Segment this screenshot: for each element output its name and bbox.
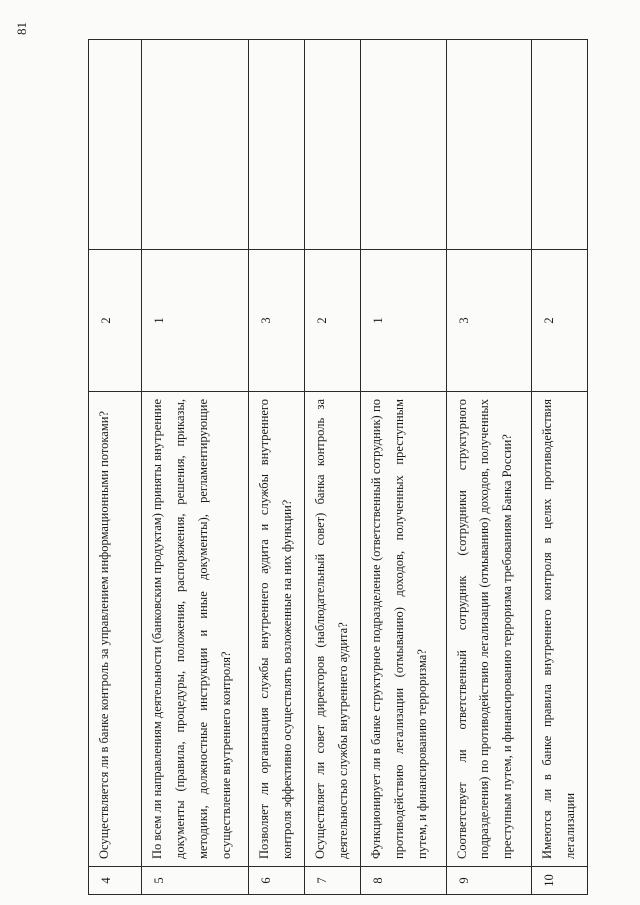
assessment-table [88, 39, 588, 895]
row-number: 5 [142, 867, 249, 895]
row-score: 2 [89, 250, 142, 392]
page-number: 81 [14, 22, 29, 35]
table-row [531, 40, 587, 895]
row-empty-cell [89, 40, 142, 250]
row-score: 2 [305, 250, 361, 392]
table-row [89, 40, 142, 895]
row-question: Позволяет ли организация службы внутреннего аудита и службы внутреннего контроля эффективно осуществлять возложенные на них функции? [249, 392, 305, 867]
table-row [361, 40, 446, 895]
row-empty-cell [249, 40, 305, 250]
table-row [305, 40, 361, 895]
row-number: 8 [361, 867, 446, 895]
row-score: 1 [142, 250, 249, 392]
row-question: Осуществляет ли совет директоров (наблюдательный совет) банка контроль за деятельностью службы внутреннего аудита? [305, 392, 361, 867]
row-empty-cell [305, 40, 361, 250]
row-number: 6 [249, 867, 305, 895]
row-number: 10 [531, 867, 587, 895]
row-score: 1 [361, 250, 446, 392]
row-question: Имеются ли в банке правила внутреннего контроля в целях противодействия легализации [531, 392, 587, 867]
row-number: 9 [446, 867, 531, 895]
table-row [249, 40, 305, 895]
row-question: По всем ли направлениям деятельности (банковским продуктам) приняты внутренние документы (правила, процедуры, положения, распоряжения, решения, приказы, методики, должностные инструкции и иные документы), регламентирующие осуществление внутреннего контроля? [142, 392, 249, 867]
row-number: 7 [305, 867, 361, 895]
row-empty-cell [142, 40, 249, 250]
table-row [446, 40, 531, 895]
row-empty-cell [446, 40, 531, 250]
row-question: Функционирует ли в банке структурное подразделение (ответственный сотрудник) по противодействию легализации (отмыванию) доходов, полученных преступным путем, и финансированию терроризма? [361, 392, 446, 867]
row-question: Осуществляется ли в банке контроль за управлением информационными потоками? [89, 392, 142, 867]
row-empty-cell [531, 40, 587, 250]
table-row [142, 40, 249, 895]
row-number: 4 [89, 867, 142, 895]
row-score: 3 [249, 250, 305, 392]
row-score: 3 [446, 250, 531, 392]
row-empty-cell [361, 40, 446, 250]
row-question: Соответствует ли ответственный сотрудник (сотрудники структурного подразделения) по противодействию легализации (отмыванию) доходов, полученных преступным путем, и финансированию терроризма требованиям Банка России? [446, 392, 531, 867]
row-score: 2 [531, 250, 587, 392]
